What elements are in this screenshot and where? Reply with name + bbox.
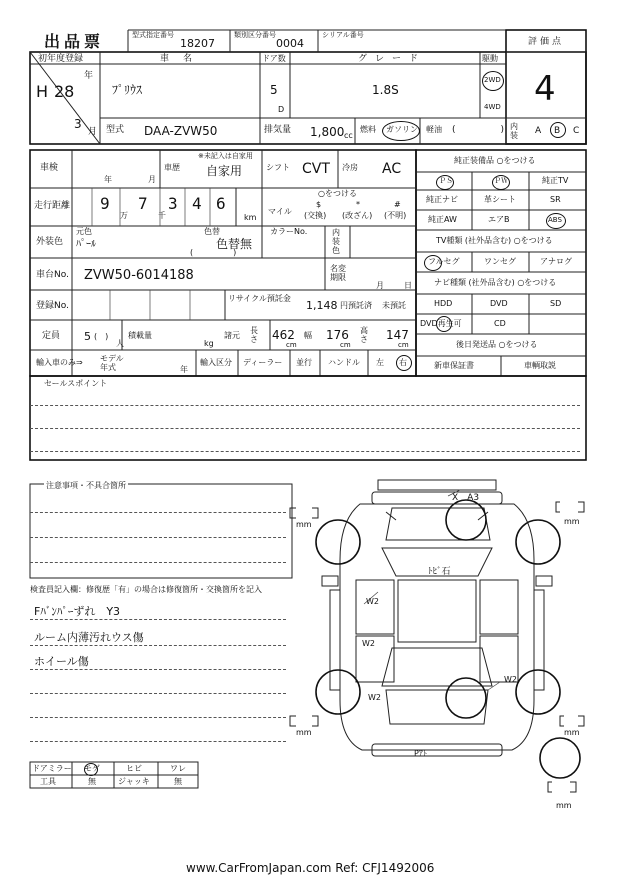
model-designation-label: 型式指定番号 <box>132 31 174 39</box>
category-value: 0004 <box>276 37 304 50</box>
history-label: 車歴 <box>164 163 180 172</box>
recycle-label: リサイクル預託金 <box>228 294 291 303</box>
later-manual: 車輌取説 <box>524 361 556 370</box>
mm-rear-left: mm <box>296 728 312 737</box>
score-label: 評価点 <box>528 37 565 47</box>
width-label: 幅 <box>304 331 312 340</box>
interior-grade-b: B <box>554 126 561 136</box>
inspector-note: 検査員記入欄：修復歴「有」の場合は修復箇所・交換箇所を記入 <box>30 585 262 594</box>
name-change-month: 月 <box>376 281 384 290</box>
reg-month: 3 <box>74 117 82 131</box>
meter-exchange-mark: $ <box>316 200 322 209</box>
parts-tool: 工具 <box>40 777 56 786</box>
color-number-label: カラーNo. <box>270 227 308 236</box>
mark-windshield: ﾄﾋﾞ石 <box>428 567 451 577</box>
nav-hdd: HDD <box>434 299 453 308</box>
color-paren: ( ) <box>190 248 237 257</box>
note-line-4 <box>30 693 286 694</box>
parts-jack-value: 無 <box>174 777 182 786</box>
meter-tamper-mark: * <box>356 200 360 209</box>
note-line-3 <box>30 669 286 670</box>
length-unit: cm <box>286 341 297 349</box>
type-value: DAA-ZVW50 <box>144 124 218 138</box>
note-line-1-text: Fﾊﾞﾝﾊﾟｰずれ Y3 <box>34 605 121 618</box>
nav-dvd-play: DVD再生可 <box>420 319 462 328</box>
nav-sd: SD <box>550 299 562 308</box>
mm-front-right: mm <box>564 517 580 526</box>
recycle-status: 円預託済 <box>340 301 372 310</box>
interior-grade-c: C <box>573 126 580 136</box>
tv-header: TV種類 (社外品含む) ○をつける <box>436 236 553 245</box>
name-change-label: 名変期限 <box>330 264 346 282</box>
interior-grade-a: A <box>535 126 542 136</box>
equip-pw: ＰＷ <box>494 177 508 185</box>
interior-label: 内装 <box>510 122 518 140</box>
chassis-label: 車台No. <box>36 270 69 280</box>
parts-jack: ジャッキ <box>118 777 150 786</box>
sales-line-2 <box>30 428 580 429</box>
tv-analog: アナログ <box>540 257 572 266</box>
width-value: 176 <box>326 328 349 342</box>
original-color-label: 元色 <box>76 227 92 236</box>
mileage-label: 走行距離 <box>34 201 71 211</box>
sales-point-label: セールスポイント <box>44 379 108 388</box>
capacity-unit: 人 <box>116 339 124 348</box>
color-change-label: 色替 <box>204 227 220 236</box>
handle-left: 左 <box>376 358 384 367</box>
sales-line-1 <box>30 405 580 406</box>
drive-label: 駆動 <box>482 54 498 63</box>
length-label: 長さ <box>250 326 258 344</box>
shift-label: シフト <box>266 163 290 172</box>
tv-oneseg: ワンセグ <box>484 257 516 266</box>
note-line-6 <box>30 741 286 742</box>
height-value: 147 <box>386 328 409 342</box>
mark-rear-bumper: Pｱﾄ <box>414 749 427 758</box>
mileage-digit-1: 9 <box>100 194 110 213</box>
displacement-unit: cc <box>344 131 353 140</box>
capacity-value: 5 <box>84 330 91 343</box>
mm-rear-right: mm <box>564 728 580 737</box>
notes-line-3 <box>30 562 286 563</box>
handle-label: ハンドル <box>328 358 360 367</box>
car-name-value: ﾌﾟﾘｳｽ <box>112 83 143 97</box>
car-body-diagram <box>290 480 584 792</box>
chassis-value: ZVW50-6014188 <box>84 268 194 283</box>
mark-rear-wheel-left: W2 <box>368 693 381 702</box>
form-title: 出品票 <box>44 32 105 51</box>
displacement-value: 1,800 <box>310 125 345 139</box>
capacity-label: 定員 <box>42 331 61 341</box>
model-year-unit: 年 <box>180 365 188 374</box>
later-header: 後日発送品 ○をつける <box>456 340 538 349</box>
equip-leather: 革シート <box>484 195 516 204</box>
mm-spare: mm <box>556 801 572 810</box>
shaken-month-unit: 月 <box>148 175 156 184</box>
year-unit: 年 <box>84 71 94 81</box>
notes-line-1 <box>30 512 286 513</box>
mark-rear-door: W2 <box>362 639 375 648</box>
exterior-label: 外装色 <box>36 237 64 247</box>
recycle-value: 1,148 <box>306 299 338 312</box>
mileage-digit-4: 4 <box>192 194 202 213</box>
diesel-label: 軽油 <box>426 125 442 134</box>
meter-tamper: (改ざん) <box>342 211 373 220</box>
equip-airbag: エアB <box>488 215 510 224</box>
grade-label: グレード <box>358 54 427 64</box>
km-unit: km <box>244 213 257 222</box>
notes-line-2 <box>30 537 286 538</box>
dealer-label: ディーラー <box>243 358 283 367</box>
note-line-3-text: ホイール傷 <box>34 655 89 668</box>
equip-abs: ABS <box>548 216 562 224</box>
era: H <box>36 82 49 101</box>
equip-sr: SR <box>550 195 561 204</box>
width-unit: cm <box>340 341 351 349</box>
drive-4wd: 4WD <box>484 103 501 111</box>
note-line-5 <box>30 717 286 718</box>
note-line-2-text: ルーム内薄汚れウス傷 <box>34 631 144 644</box>
model-year-label: モデル年式 <box>100 354 124 372</box>
shaken-label: 車検 <box>40 163 59 173</box>
tv-fullseg: フルセグ <box>428 257 460 266</box>
later-warranty: 新車保証書 <box>434 361 474 370</box>
interior-color-label: 内装色 <box>332 228 340 255</box>
parts-h-break: ワレ <box>170 764 186 773</box>
sen-unit: 千 <box>158 211 166 220</box>
handle-right: 右 <box>399 358 407 367</box>
drive-2wd: 2WD <box>484 76 501 84</box>
parallel-label: 並行 <box>296 358 312 367</box>
notes-label: 注意事項・不具合箇所 <box>46 481 126 490</box>
reg-year: 28 <box>54 82 75 101</box>
mark-front-door: W2 <box>366 597 379 606</box>
parts-h-mirror: ドアミラー <box>32 764 72 773</box>
nav-cd: CD <box>494 319 506 328</box>
model-designation-value: 18207 <box>180 37 215 50</box>
nav-header: ナビ種類 (社外品含む) ○をつける <box>434 278 557 287</box>
score-value: 4 <box>534 69 556 109</box>
fuel-value: ガソリン <box>386 125 418 134</box>
history-value: 自家用 <box>206 164 243 178</box>
category-label: 類別区分番号 <box>234 31 276 39</box>
equip-tv: 純正TV <box>542 176 569 185</box>
equip-aw: 純正AW <box>428 215 457 224</box>
mileage-digit-2: 7 <box>138 194 148 213</box>
doors-suffix: D <box>278 105 285 114</box>
mileage-digit-3: 3 <box>168 194 178 213</box>
cooling-value: AC <box>382 161 402 177</box>
type-label: 型式 <box>106 125 125 135</box>
height-unit: cm <box>398 341 409 349</box>
load-label: 積載量 <box>128 331 152 340</box>
footer-watermark: www.CarFromJapan.com Ref: CFJ1492006 <box>186 861 435 875</box>
mm-front-left: mm <box>296 520 312 529</box>
height-label: 高さ <box>360 326 368 344</box>
nav-dvd: DVD <box>490 299 508 308</box>
mark-rear-wheel-right: W2 <box>504 675 517 684</box>
displacement-label: 排気量 <box>264 125 292 135</box>
man-unit: 万 <box>120 211 128 220</box>
note-line-2 <box>30 645 286 646</box>
meter-exchange: (交換) <box>304 211 327 220</box>
parts-tool-value: 無 <box>88 777 96 786</box>
original-color-value: ﾊﾟｰﾙ <box>76 239 96 250</box>
sales-line-3 <box>30 451 580 452</box>
length-value: 462 <box>272 328 295 342</box>
parts-h-moge: モゲ <box>84 764 100 773</box>
equipment-header: 純正装備品 ○をつける <box>454 156 536 165</box>
shaken-year-unit: 年 <box>104 175 112 184</box>
serial-label: シリアル番号 <box>322 31 364 39</box>
meter-mile-label: マイル <box>268 207 292 216</box>
import-label: 輸入車のみ⇒ <box>36 358 83 367</box>
mileage-digit-5: 6 <box>216 194 226 213</box>
shift-value: CVT <box>302 161 330 177</box>
meter-unknown: (不明) <box>384 211 407 220</box>
note-line-1 <box>30 619 286 620</box>
month-unit: 月 <box>88 127 98 137</box>
load-unit: kg <box>204 339 214 348</box>
recycle-none: 未預託 <box>382 301 406 310</box>
first-reg-label: 初年度登録 <box>38 54 84 64</box>
reg-no-label: 登録No. <box>36 301 69 311</box>
grade-value: 1.8S <box>372 83 399 97</box>
history-note: ※未記入は自家用 <box>198 152 253 160</box>
doors-value: 5 <box>270 83 278 97</box>
name-change-day: 日 <box>404 281 412 290</box>
car-name-label: 車名 <box>160 54 207 64</box>
equip-ps: ＰＳ <box>439 177 453 185</box>
parts-h-crack: ヒビ <box>126 764 142 773</box>
mark-front-bumper: X A3 <box>452 493 480 503</box>
fuel-label: 燃料 <box>360 125 376 134</box>
spec-label: 諸元 <box>224 331 240 340</box>
cooling-label: 冷房 <box>342 163 358 172</box>
doors-label: ドア数 <box>262 54 286 63</box>
color-change-value: 色替無 <box>216 237 253 251</box>
diesel-paren: ( ) <box>452 125 505 135</box>
meter-unknown-mark: # <box>394 200 401 209</box>
import-class-label: 輸入区分 <box>200 358 232 367</box>
meter-note: ○をつける <box>318 189 357 198</box>
capacity-paren: ( ) <box>94 332 109 341</box>
equip-nav: 純正ナビ <box>426 195 458 204</box>
